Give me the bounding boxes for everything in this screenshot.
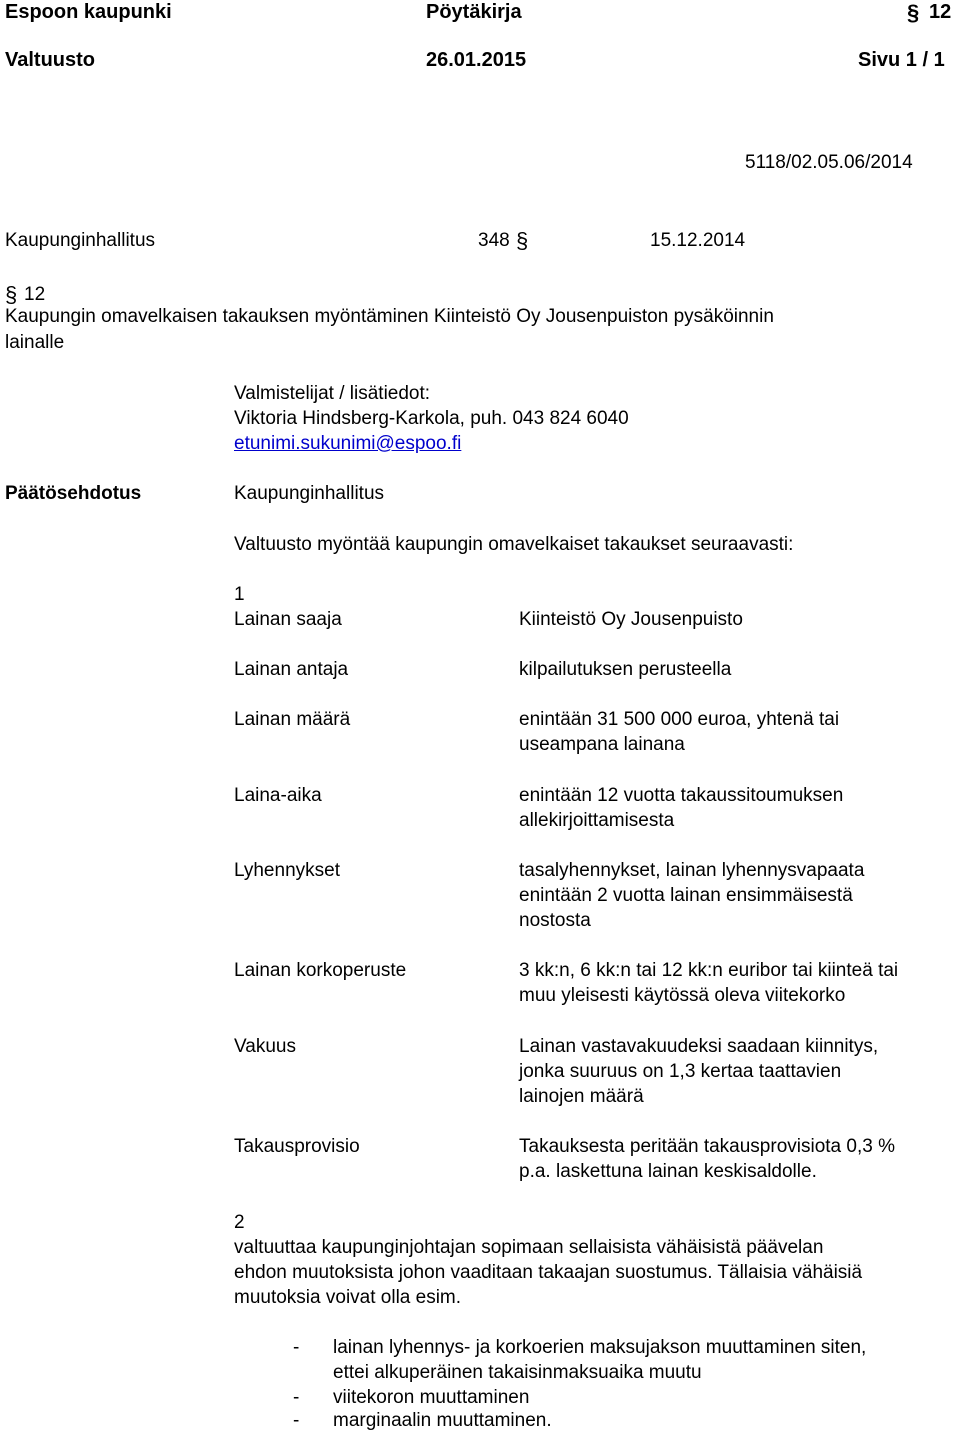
proposal-intro: Valtuusto myöntää kaupungin omavelkaiset takaukset seuraavasti:: [234, 534, 794, 555]
item-section-mark-icon: §: [5, 282, 18, 307]
preparers-name: Viktoria Hindsberg-Karkola, puh. 043 824 6040: [234, 408, 629, 429]
proposal-label: Päätösehdotus: [5, 483, 142, 504]
term-value: enintään 12 vuotta takaussitoumuksen: [519, 785, 844, 806]
term-label: Lainan korkoperuste: [234, 960, 407, 981]
term-label: Lyhennykset: [234, 860, 340, 881]
bullet-dash-icon: -: [293, 1410, 300, 1431]
preparers-email-link[interactable]: etunimi.sukunimi@espoo.fi: [234, 433, 462, 454]
preparers-label: Valmistelijat / lisätiedot:: [234, 383, 431, 404]
part1-number: 1: [234, 584, 245, 605]
term-label: Vakuus: [234, 1036, 296, 1057]
term-value: Kiinteistö Oy Jousenpuisto: [519, 609, 743, 630]
term-value: kilpailutuksen perusteella: [519, 659, 732, 680]
header-section-number: 12: [929, 1, 952, 23]
term-value: enintään 2 vuotta lainan ensimmäisestä: [519, 885, 853, 906]
previous-date: 15.12.2014: [650, 230, 746, 251]
term-value: jonka suuruus on 1,3 kertaa taattavien: [519, 1061, 842, 1082]
part2-line: muutoksia voivat olla esim.: [234, 1287, 462, 1308]
item-number: 12: [24, 284, 46, 305]
bullet-text: marginaalin muuttaminen.: [333, 1410, 552, 1431]
section-mark-icon: §: [907, 0, 920, 25]
part2-line: ehdon muutoksista johon vaaditaan takaajan suostumus. Tällaisia vähäisiä: [234, 1262, 863, 1283]
bullet-text: ettei alkuperäinen takaisinmaksuaika muutu: [333, 1362, 702, 1383]
previous-section-mark-icon: §: [516, 228, 529, 253]
term-value: muu yleisesti käytössä oleva viitekorko: [519, 985, 846, 1006]
term-value: lainojen määrä: [519, 1086, 644, 1107]
part2-line: valtuuttaa kaupunginjohtajan sopimaan sellaisista vähäisistä päävelan: [234, 1237, 824, 1258]
item-title-line2: lainalle: [5, 332, 65, 353]
bullet-dash-icon: -: [293, 1337, 300, 1358]
term-label: Lainan määrä: [234, 709, 351, 730]
term-label: Lainan saaja: [234, 609, 342, 630]
header-city: Espoon kaupunki: [5, 1, 172, 23]
header-body: Valtuusto: [5, 49, 96, 71]
part2-number: 2: [234, 1212, 245, 1233]
header-date: 26.01.2015: [426, 49, 527, 71]
term-value: 3 kk:n, 6 kk:n tai 12 kk:n euribor tai kiinteä tai: [519, 960, 899, 981]
header-page: Sivu 1 / 1: [858, 49, 945, 71]
term-label: Lainan antaja: [234, 659, 349, 680]
term-label: Takausprovisio: [234, 1136, 360, 1157]
header-doc-type: Pöytäkirja: [426, 1, 522, 23]
term-value: enintään 31 500 000 euroa, yhtenä tai: [519, 709, 840, 730]
bullet-text: viitekoron muuttaminen: [333, 1387, 530, 1408]
term-value: Takauksesta peritään takausprovisiota 0,3 %: [519, 1136, 895, 1157]
proposal-body: Kaupunginhallitus: [234, 483, 385, 504]
reference-number: 5118/02.05.06/2014: [745, 152, 913, 173]
term-value: nostosta: [519, 910, 591, 931]
term-label: Laina-aika: [234, 785, 322, 806]
item-title-line1: Kaupungin omavelkaisen takauksen myöntäminen Kiinteistö Oy Jousenpuiston pysäköinnin: [5, 306, 774, 327]
previous-body: Kaupunginhallitus: [5, 230, 156, 251]
term-value: useampana lainana: [519, 734, 685, 755]
bullet-text: lainan lyhennys- ja korkoerien maksujakson muuttaminen siten,: [333, 1337, 867, 1358]
term-value: p.a. laskettuna lainan keskisaldolle.: [519, 1161, 817, 1182]
previous-number: 348: [478, 230, 510, 251]
term-value: allekirjoittamisesta: [519, 810, 675, 831]
bullet-dash-icon: -: [293, 1387, 300, 1408]
term-value: Lainan vastavakuudeksi saadaan kiinnitys,: [519, 1036, 879, 1057]
term-value: tasalyhennykset, lainan lyhennysvapaata: [519, 860, 865, 881]
